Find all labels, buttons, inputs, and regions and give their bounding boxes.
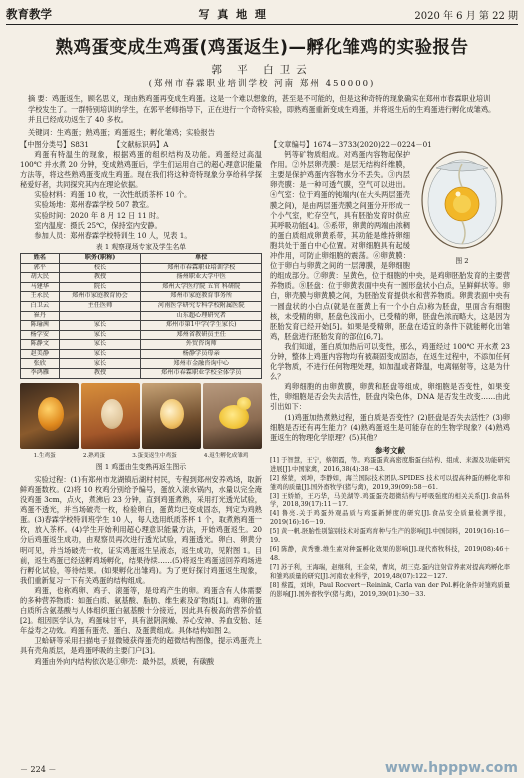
references-list	[270, 457, 510, 600]
table-cell: 家长	[59, 349, 141, 359]
table-cell: 李鸿雁	[21, 369, 60, 379]
table-row	[21, 340, 262, 350]
table-cell: 郭平	[21, 263, 60, 273]
table-row	[21, 349, 262, 359]
clc-number: 【中图分类号】S831	[20, 140, 89, 149]
table-row	[21, 311, 262, 321]
right-column	[270, 140, 510, 599]
paragraph: 鸡蛋有特温生的现象，根据鸡蛋的组织结构及功能。鸡蛋经过高温 100℃ 并水煮 20 分钟，变成熟鸡蛋后，学生们运用自己的超心理意识能量方法等，将这些熟鸡蛋变成生鸡蛋。现在我们将这种奇特现象分享给科学探秘爱好者，共同探究其内在理论依据。	[20, 150, 262, 190]
reference-item: [8] 蔡霞，刘坤，Paul Rocvert－Reinink, Carla van der Pol.孵化条件对雏鸡质量的影响[J].国外畜牧学(猪与禽)，2019,39(01):30－33.	[270, 581, 510, 598]
reference-item: [1] 于智慧，王宁，蔡朝霞，等。鸡蛋蛋黄高密度脂蛋白结构、组成、来源及功能研究进展[J].中国家禽，2016,38(4):38－43.	[270, 456, 510, 473]
table-cell: 院长	[59, 282, 141, 292]
table-cell: 胡大民	[21, 273, 60, 283]
subcaption: 2.熟鸡蛋	[82, 452, 106, 459]
reference-item: [7] 苏子利，王海瑞，赵继利，王金荣，曹岚，胡三克.蛋内注射营养素对提高鸡孵化率和雏鸡质量的研究[J].河南农业科学，2019,48(07):122－127.	[270, 563, 510, 580]
paragraph: (1)鸡蛋加热煮熟过程，蛋白质是否变性？(2)胚盘是否失去活性？(3)卵细胞是否还有再生能力？(4)熟鸡蛋返生是可能存在的生物学现象？(4)熟鸡蛋返生的物理化学原理？(5)其他？	[270, 412, 510, 442]
keywords: 关键词：生鸡蛋；熟鸡蛋；鸡蛋返生；孵化雏鸡；实验报告	[28, 128, 215, 137]
issue-info: 2020 年 6 月 第 22 期	[414, 10, 518, 22]
table-cell: 郑州市春霖职业学校全体学员	[141, 369, 262, 379]
table-cell: 白卫云	[21, 301, 60, 311]
reference-item: [3] 王娇娇，王巧华，马美湖等.鸡蛋蛋壳超微结构与呼吸强度的相关关系[J].食品科学，2018,39(17):11－17.	[270, 492, 510, 509]
table-cell: 家长	[59, 330, 141, 340]
figure-1-caption: 图 1 鸡蛋由生变熟再返生图示	[95, 462, 187, 471]
table-cell: 郑州大学医疗院 五官 科研院	[141, 282, 262, 292]
table-row	[21, 282, 262, 292]
table-cell: 扬州职业大学中医	[141, 273, 262, 283]
paragraph: 参加人员：郑州春霖学校特训生 10 人，见表 1。	[34, 230, 192, 240]
watermark: www.hpppw.com	[384, 760, 518, 776]
table-caption: 表 1 观察现场专家及学生名单	[95, 242, 187, 251]
photo-cooked-egg	[81, 383, 140, 449]
table-row	[21, 330, 262, 340]
paragraph: 卫蛤研等采用扫描电子显微镜获得蛋壳的超微结构图像，提示鸡蛋壳上具有壳角质层，是鸡蛋呼吸的主要门户[3]。	[20, 636, 262, 656]
authors: 郭 平 白卫云	[211, 64, 313, 76]
subcaption: 4.返生孵化成雏鸡	[203, 452, 249, 459]
paragraph: 实验过程：(1)有郑州市龙湖镇后湖村村民，专程到郑州安养鸡场，取新鲜鸡蛋数枚。(2)将 10 枚鸡分别给予编号，蛋放入滚水锅内，水量以完全淹没鸡蛋 3cm，点火，煮沸后 23 分钟，直到鸡蛋煮熟，采用打光透光试验，鸡蛋不透光，并当场破壳一枚，检验卵白，蛋黄均已变成固态，判定为鸡熟蛋。(3)春霖学校特训班学生 10 人，每人选用纸质茶杯 1 个，取煮熟鸡蛋一枚，放入茶杯。(4)学生开始利用超心理意识能量方法，开始鸡蛋返生。20 分后鸡蛋返生成功，由观察员再次进行透光试验，鸡蛋透光。卵白、卵黄分明可见，并当场破壳一枚，证实鸡蛋返生呈液态，返生成功，见附图 1。目前，返生鸡蛋已经送孵鸡场孵化，结果待续……(5)将返生鸡蛋送回养鸡场进行孵化试验，等待结果。(如果孵化出雏鸡)。为了更好探讨鸡蛋返生现象，我们重新复习一下有关鸡蛋的结构组成。	[20, 474, 262, 585]
table-cell: 陈静文	[21, 340, 60, 350]
reference-item: [4] 鲁亮.关于鸡蛋外观品质与鸡蛋新鲜度的研究[J].食品安全质量检测学报，2019(16):16－19.	[270, 510, 510, 527]
paragraph: 鸡蛋由外向内结构依次是①卵壳：最外层，质硬，有碳酸	[34, 656, 215, 666]
table-cell: 张欣	[21, 359, 60, 369]
figure-2-egg-diagram	[414, 150, 510, 264]
subcaption: 3.蛋变返生中鸡蛋	[132, 452, 177, 459]
table-cell: 郑州省教研员主任	[141, 330, 262, 340]
table-row	[21, 321, 262, 331]
page-header	[6, 4, 518, 25]
table-cell: 外贸咨询师	[141, 340, 262, 350]
table-cell: 郑州市家庭教育协会	[59, 292, 141, 302]
paragraph: 钙等矿物质组成。对鸡蛋内容物起保护作用。②外层卵壳膜：是层无结构纤维膜，主要是保护鸡蛋内容物水分不丢失。③内层卵壳膜：是一种可透气膜，空气可以进出。④气室：位于鸡蛋的钝端内(在大头两层蛋壳膜之间)，是由两层蛋壳膜之间蛋分开形成一个小气室，贮存空气，具有胚胎发育时供应其呼吸功能[4]。⑤系带，卵黄的两端由浓稠的蛋白质组成卵黄系带，其功能是维持卵细胞共处于蛋白中心位置。对卵细胞具有起缓冲作用，可防止卵细胞的震荡。⑥卵黄膜：位于卵白与卵黄之间的一层薄膜，是卵细胞的组成部分。⑦卵黄：呈黄色，位于细胞的中央，是鸡卵胚胎发育的主要营养物质。⑧胚盘：位于卵黄表面中央有一圆形盘状小白点，呈鲜鲜状等。卵白，卵壳膜与卵黄膜之间，为胚胎发育提供水和营养物质。卵黄表面中央有一圆盘状的小白点(就是在蛋黄上有一个小白点)称为胚盘，里面含有细胞核，未受精的卵，胚盘色浅而小，已受精的卵，胚盘色浓而略大，这是因为胚胎发育已经开始[5]。如果是受精卵，胚盘在适宜的条件下就能孵化出雏鸡，胚盘进行胚胎发育的部位[6,7]。	[270, 150, 510, 341]
table-cell: 郑州市家庭教育事务所	[141, 292, 262, 302]
page-number: － 224 －	[20, 765, 57, 774]
left-column	[20, 150, 262, 667]
table-cell: 教授	[59, 273, 141, 283]
table-cell: 马建华	[21, 282, 60, 292]
table-row	[21, 263, 262, 273]
table-cell: 王永民	[21, 292, 60, 302]
reference-item: [5] 黄一帆.胚胎性别鉴别技术对蛋鸡育种与生产的影响[J].中国饲料，2019(16):16－19.	[270, 528, 510, 545]
table-cell: 郑州市金融咨询中心	[141, 359, 262, 369]
photo-chick	[203, 383, 262, 449]
table-cell: 校长	[59, 263, 141, 273]
participants-table	[20, 253, 262, 379]
reference-item: [2] 蔡蒙，刘坤，李静如，海兰国际技术团队.SPIDES 技术可以提高种蛋的孵化率和雏鸡的质量[J].国外畜牧学(猪与禽)，2019,39(09):58－61.	[270, 474, 510, 491]
paragraph: 我们知道，蛋白质加热后可以变性，那么，鸡蛋经过 100℃ 开水煮 23 分钟，整体上鸡蛋内容物均有被凝固变成固态，在返生过程中，不添加任何化学物质，不进行任何物理处理，如加温或者降温，电离辐射等，这是为什么？	[270, 341, 510, 382]
table-cell: 河南医学研究专科学校附属医院	[141, 301, 262, 311]
table-row	[21, 359, 262, 369]
table-cell: 家长	[59, 359, 141, 369]
doc-code: 【文献标识码】A	[112, 140, 169, 149]
affiliation: (郑州市春霖职业培训学校 河南 郑州 450000)	[148, 79, 376, 89]
reference-item: [6] 陈静，黄秀雅.维生素对种蛋孵化效果的影响[J].现代畜牧科技，2019(08):46＋48.	[270, 545, 510, 562]
figure-1-photos	[20, 383, 262, 449]
table-header-cell: 职务(职称)	[59, 253, 141, 263]
paragraph: 实验场地：郑州春霖学校 507 教室。	[34, 200, 154, 210]
table-row	[21, 369, 262, 379]
photo-raw-egg	[20, 383, 79, 449]
subcaption: 1.生鸡蛋	[33, 452, 56, 459]
figure-2-caption: 图 2	[455, 257, 469, 265]
photo-reverting-egg	[142, 383, 201, 449]
article-number: 【文章编号】1674－3733(2020)22－0224－01	[270, 140, 432, 149]
table-cell: 陈瑜茜	[21, 321, 60, 331]
table-row	[21, 301, 262, 311]
paragraph: 鸡卵细胞的由卵黄膜，卵黄和胚盘等组成，卵细胞是否变性，如果变性，卵细胞是否会失去活性，胚盘内染色体，DNA 是否发生改变……由此引出如下：	[270, 382, 510, 412]
table-row	[21, 273, 262, 283]
table-cell: 教授	[59, 369, 141, 379]
table-row	[21, 292, 262, 302]
paragraph: 实验材料：鸡蛋 10 枚，一次性纸质茶杯 10 个。	[34, 190, 192, 200]
journal-name: 写 真 地 理	[198, 8, 268, 21]
table-cell: 郑州市第1中学(学生家长)	[141, 321, 262, 331]
table-cell: 主任医师	[59, 301, 141, 311]
table-header-row	[21, 253, 262, 263]
table-cell: 崔丹	[21, 311, 60, 321]
table-cell: 杨学安	[21, 330, 60, 340]
references-title: 参考文献	[375, 445, 405, 455]
table-header-cell: 单位	[141, 253, 262, 263]
section-name: 教育教学	[6, 7, 52, 21]
table-cell	[59, 311, 141, 321]
egg-structure-svg	[414, 150, 510, 254]
table-cell: 赵美静	[21, 349, 60, 359]
abstract: 摘 要：鸡蛋返生，顾名思义，现由熟鸡蛋再变成生鸡蛋。这是一个难以想象的，甚至是不可能的，但是这种奇特的现象确实在郑州市春霖职业培训学校发生了。一群特别培训的学生，在郭平老师指导下，正在进行一个奇特实验，即熟鸡蛋重新变成生鸡蛋，并将返生后的生鸡蛋进行孵化成雏鸡。并且已经成功返生了 40 多枚。	[28, 94, 496, 124]
paragraph: 鸡蛋，也称鸡卵、鸡子、滚蛋等，是母鸡产生的卵。鸡蛋含有人体需要的多种营养物质：如蛋白质、氨基酸、脂肪、维生素及矿物质[1]。鸡卵的蛋白质所含氨基酸与人体组织蛋白氨基酸十分接近，因此具有极高的营养价值[2]。组因医学认为，鸡蛋味甘平，具有滋阴润燥、养心安神、养血安胎、延年益寿之功效。鸡蛋有蛋壳、蛋白、及蛋黄组成。具体结构如图 2。	[20, 585, 262, 636]
paragraph: 室内温度：摄氏 25℃，保持室内安静。	[34, 220, 162, 230]
paragraph: 实验时间：2020 年 8 月 12 日 11 时。	[34, 210, 164, 220]
table-cell: 家长	[59, 321, 141, 331]
table-cell: 郑州市春霖职业培训学校	[141, 263, 262, 273]
figure-1-subcaptions	[20, 451, 262, 461]
article-title: 熟鸡蛋变成生鸡蛋(鸡蛋返生)—孵化雏鸡的实验报告	[55, 38, 469, 58]
table-cell: 家长	[59, 340, 141, 350]
table-header-cell: 姓名	[21, 253, 60, 263]
table-cell: 杨静学员母亲	[141, 349, 262, 359]
table-cell: 山东超心理研究者	[141, 311, 262, 321]
